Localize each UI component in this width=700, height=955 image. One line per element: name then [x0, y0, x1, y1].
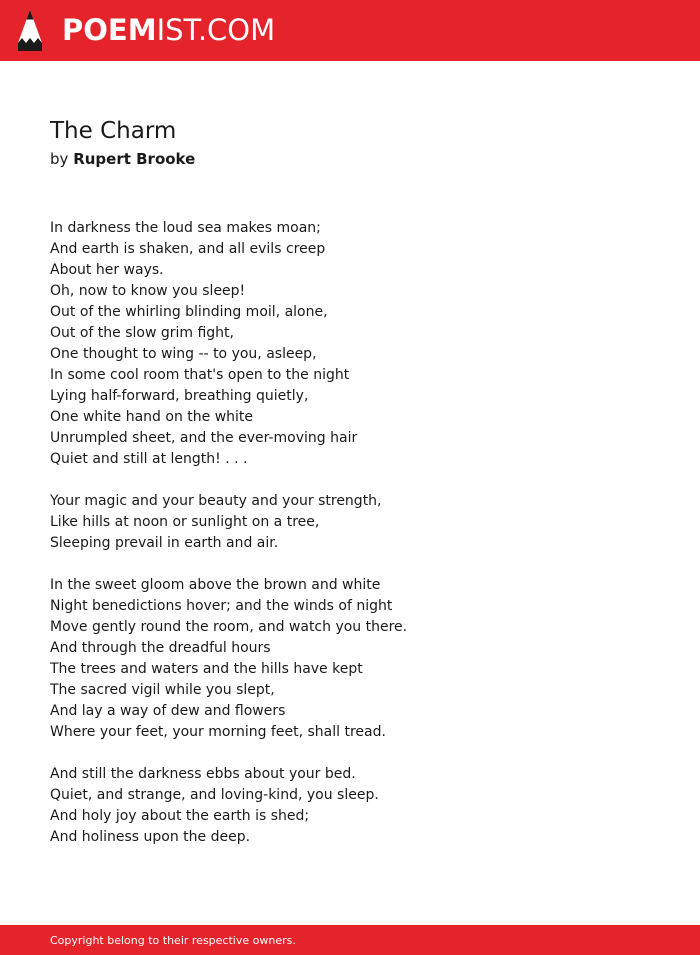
poem-line: Unrumpled sheet, and the ever-moving hair [50, 430, 358, 446]
poem-line: Where your feet, your morning feet, shall tread. [50, 724, 386, 740]
poem-stanza [50, 218, 650, 470]
poem-line: The trees and waters and the hills have kept [50, 661, 363, 677]
poem-author: Rupert Brooke [73, 150, 196, 168]
poem-line: One thought to wing -- to you, asleep, [50, 346, 317, 362]
poem-stanza [50, 491, 650, 554]
logo-bold-text: POEM [62, 13, 157, 47]
poem-line: And through the dreadful hours [50, 640, 271, 656]
copyright-text: Copyright belong to their respective owners. [50, 934, 296, 947]
poem-line: Out of the whirling blinding moil, alone, [50, 304, 328, 320]
poem-line: And holiness upon the deep. [50, 829, 251, 845]
poem-line: In darkness the loud sea makes moan; [50, 220, 321, 236]
poem-line: Your magic and your beauty and your strength, [50, 493, 382, 509]
poem-line: Quiet and still at length! . . . [50, 451, 248, 467]
poem-line: One white hand on the white [50, 409, 254, 425]
poem-byline [50, 149, 195, 169]
poem-line: The sacred vigil while you slept, [50, 682, 275, 698]
poem-line: Move gently round the room, and watch you there. [50, 619, 408, 635]
poem-stanza [50, 575, 650, 743]
poem-line: In the sweet gloom above the brown and white [50, 577, 381, 593]
poem-body [50, 218, 650, 869]
site-footer [0, 925, 700, 955]
poem-line: Lying half-forward, breathing quietly, [50, 388, 309, 404]
poem-line: And holy joy about the earth is shed; [50, 808, 310, 824]
poem-line: Out of the slow grim fight, [50, 325, 234, 341]
poem-line: And still the darkness ebbs about your bed. [50, 766, 356, 782]
pencil-logo-icon[interactable] [18, 10, 42, 51]
poem-line: Quiet, and strange, and loving-kind, you sleep. [50, 787, 379, 803]
poem-stanza [50, 764, 650, 848]
logo-light-text: IST.COM [156, 13, 276, 47]
poem-line: Sleeping prevail in earth and air. [50, 535, 279, 551]
poem-title: The Charm [50, 118, 177, 144]
poem-line: And lay a way of dew and flowers [50, 703, 286, 719]
site-header [0, 0, 700, 61]
by-label: by [50, 150, 69, 168]
poem-line: Night benedictions hover; and the winds of night [50, 598, 393, 614]
poem-line: About her ways. [50, 262, 164, 278]
poem-line: In some cool room that's open to the night [50, 367, 350, 383]
site-logo[interactable] [62, 13, 275, 47]
poem-line: And earth is shaken, and all evils creep [50, 241, 326, 257]
poem-line: Like hills at noon or sunlight on a tree, [50, 514, 320, 530]
poem-line: Oh, now to know you sleep! [50, 283, 246, 299]
